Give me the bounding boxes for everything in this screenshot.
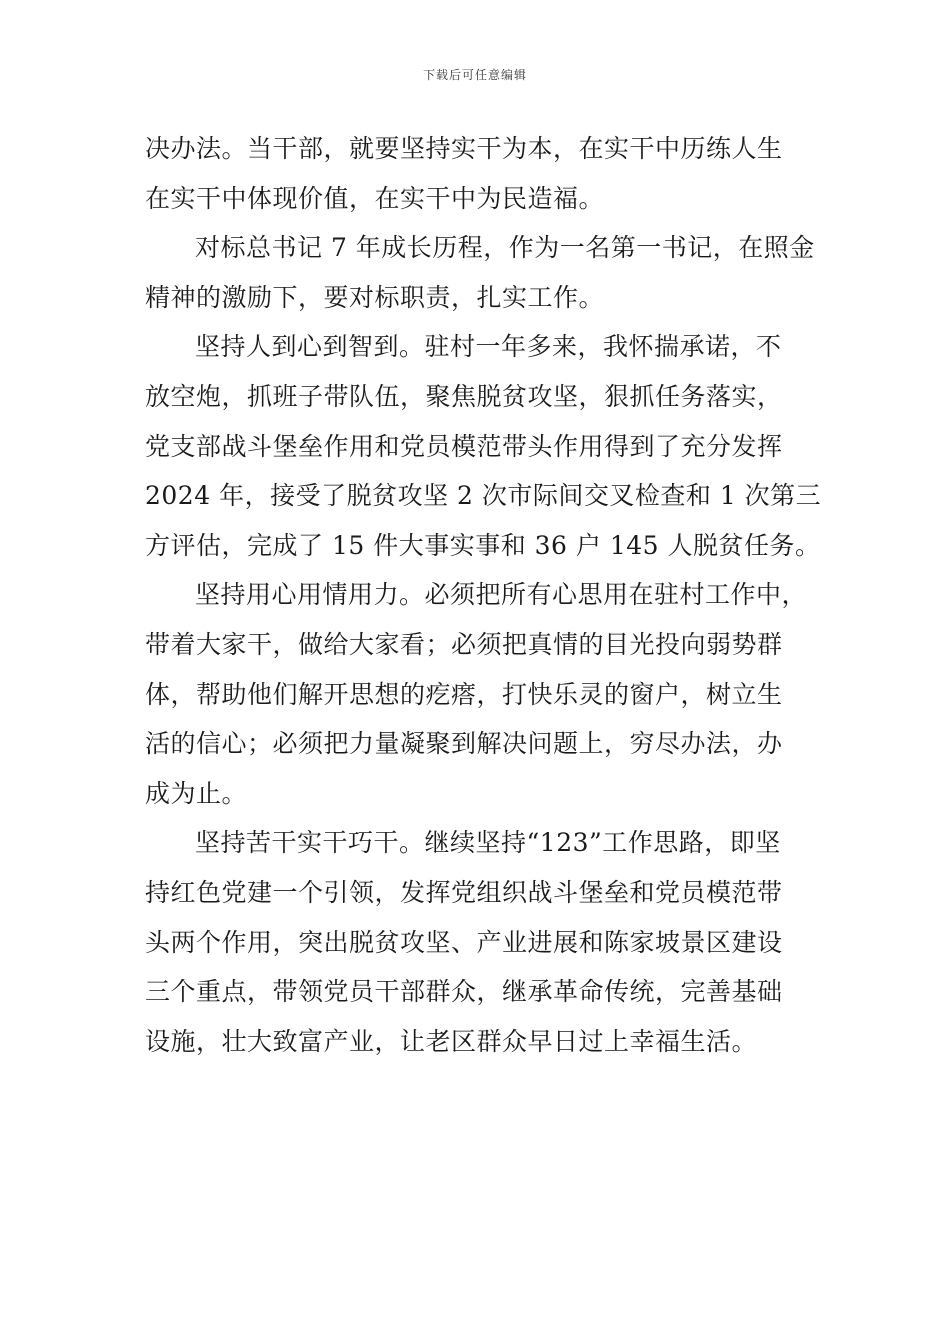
text-line: 带着大家干，做给大家看；必须把真情的目光投向弱势群	[145, 629, 783, 659]
text-line: 成为止。	[145, 778, 248, 808]
text-line: 方评估，完成了 15 件大事实事和 36 户 145 人脱贫任务。	[145, 530, 821, 560]
paragraph-first-line: 坚持用心用情用力。必须把所有心思用在驻村工作中，	[195, 580, 808, 610]
text-line: 三个重点，带领党员干部群众，继承革命传统，完善基础	[145, 977, 783, 1007]
paragraph-first-line: 坚持人到心到智到。驻村一年多来，我怀揣承诺，不	[195, 332, 782, 362]
page-header: 下载后可任意编辑	[422, 68, 527, 82]
text-line: 2024 年，接受了脱贫攻坚 2 次市际间交叉检查和 1 次第三	[145, 481, 822, 511]
text-line: 党支部战斗堡垒作用和党员模范带头作用得到了充分发挥	[145, 431, 783, 461]
text-line: 在实干中体现价值，在实干中为民造福。	[145, 183, 605, 213]
document-body	[145, 124, 822, 1066]
paragraph-first-line: 对标总书记 7 年成长历程，作为一名第一书记，在照金	[195, 233, 815, 263]
text-line: 体，帮助他们解开思想的疙瘩，打快乐灵的窗户，树立生	[145, 679, 783, 709]
text-line: 活的信心；必须把力量凝聚到解决问题上，穷尽办法，办	[145, 729, 783, 759]
text-line: 精神的激励下，要对标职责，扎实工作。	[145, 282, 605, 312]
text-line: 放空炮，抓班子带队伍，聚焦脱贫攻坚，狠抓任务落实，	[145, 381, 783, 411]
text-line: 持红色党建一个引领，发挥党组织战斗堡垒和党员模范带	[145, 877, 783, 907]
text-line: 头两个作用，突出脱贫攻坚、产业进展和陈家坡景区建设	[145, 927, 783, 957]
text-line: 决办法。当干部，就要坚持实干为本，在实干中历练人生	[145, 134, 783, 163]
text-line: 设施，壮大致富产业，让老区群众早日过上幸福生活。	[145, 1026, 758, 1056]
paragraph-first-line: 坚持苦干实干巧干。继续坚持“123”工作思路，即坚	[195, 828, 781, 858]
